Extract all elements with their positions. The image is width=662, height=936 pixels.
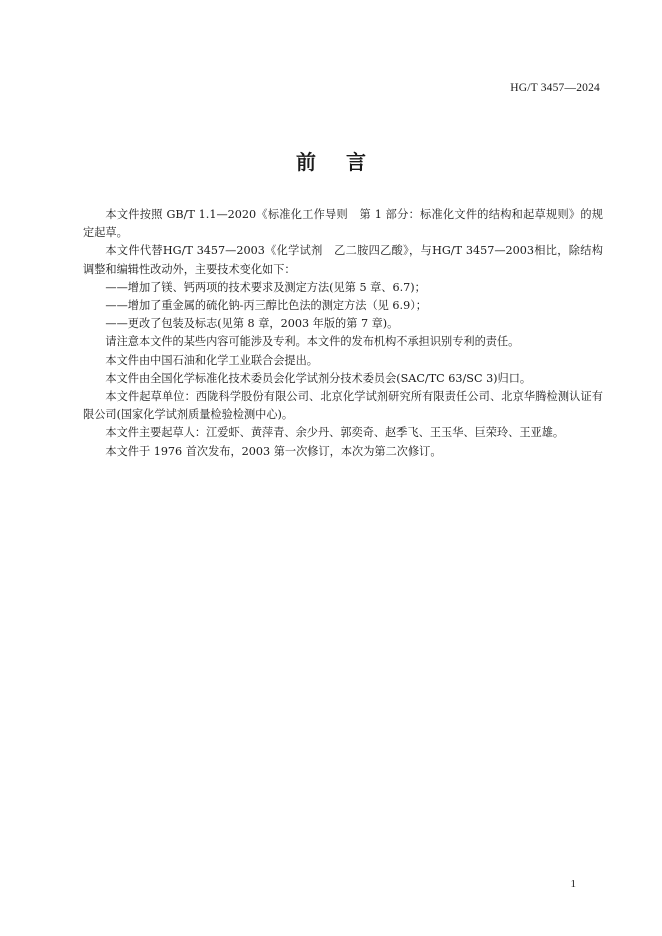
paragraph-replacement: 本文件代替HG/T 3457—2003《化学试剂 乙二胺四乙酸》，与HG/T 3457—2003相比，除结构调整和编辑性改动外，主要技术变化如下：: [83, 244, 603, 276]
page-number: 1: [570, 878, 576, 890]
paragraph-history: 本文件于 1976 首次发布，2003 第一次修订，本次为第二次修订。: [105, 444, 442, 458]
paragraph-patent-notice: 请注意本文件的某些内容可能涉及专利。本文件的发布机构不承担识别专利的责任。: [105, 335, 520, 349]
paragraph-proposer: 本文件由中国石油和化学工业联合会提出。: [105, 353, 318, 367]
paragraph-drafting-units: 本文件起草单位：西陇科学股份有限公司、北京化学试剂研究所有限责任公司、北京华腾检测认证有限公司(国家化学试剂质量检验检测中心)。: [83, 390, 603, 422]
change-item: ——更改了包装及标志(见第 8 章，2003 年版的第 7 章)。: [105, 317, 399, 331]
page-title: 前言: [296, 150, 396, 174]
change-item: ——增加了重金属的硫化钠-丙三醇比色法的测定方法（见 6.9）；: [105, 299, 427, 313]
change-item: ——增加了镁、钙两项的技术要求及测定方法(见第 5 章、6.7)；: [105, 280, 426, 294]
paragraph-committee: 本文件由全国化学标准化技术委员会化学试剂分技术委员会(SAC/TC 63/SC 3)归口。: [105, 371, 532, 385]
document-code: HG/T 3457—2024: [510, 82, 600, 94]
paragraph-drafters: 本文件主要起草人：江爱虾、黄萍青、余少丹、郭奕奇、赵季飞、王玉华、巨荣玲、王亚雄。: [105, 426, 565, 440]
foreword-body: [83, 206, 603, 461]
paragraph-drafting-basis: 本文件按照 GB/T 1.1—2020《标准化工作导则 第 1 部分：标准化文件的结构和起草规则》的规定起草。: [83, 208, 603, 240]
